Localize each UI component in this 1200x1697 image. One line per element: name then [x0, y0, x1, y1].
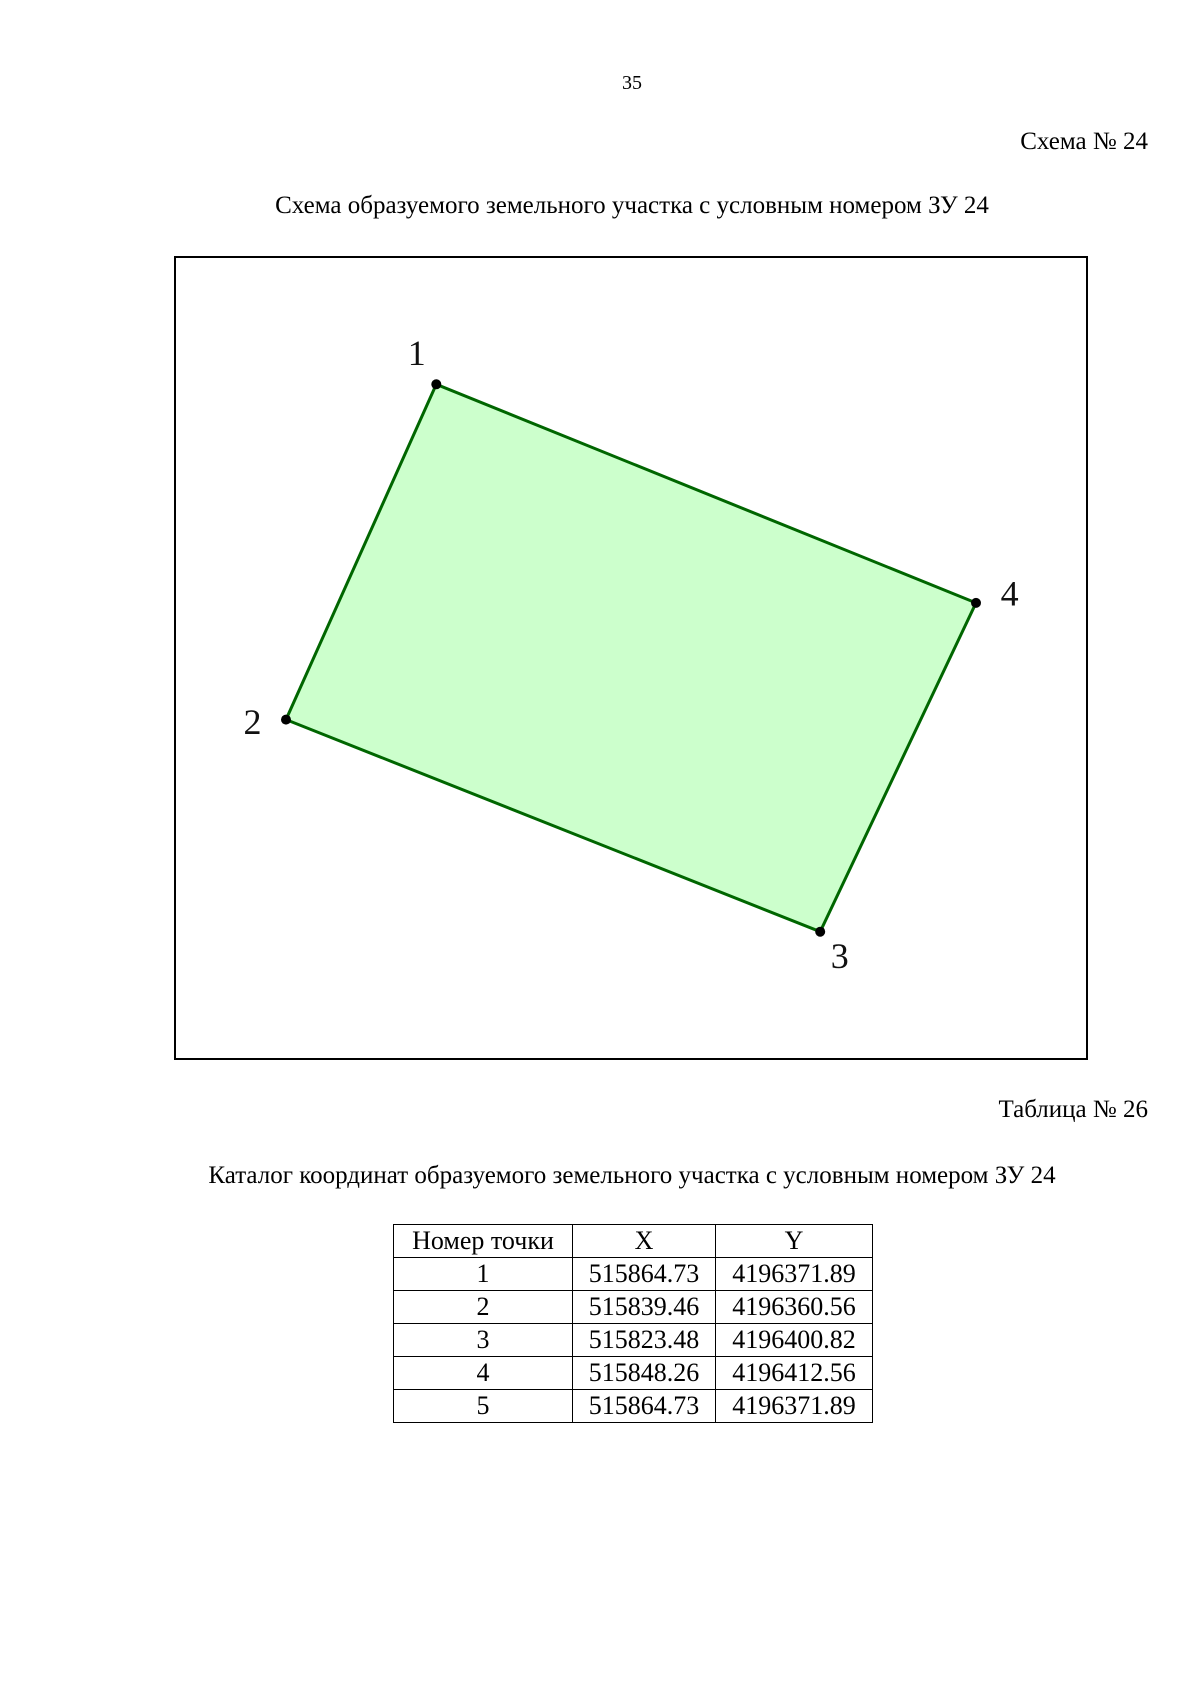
vertex-label-1: 1 — [407, 332, 426, 373]
cell-point-number: 5 — [394, 1390, 573, 1423]
vertex-label-3: 3 — [830, 935, 849, 976]
header-y: Y — [716, 1225, 873, 1258]
vertex-label-2: 2 — [243, 701, 262, 742]
cell-point-number: 1 — [394, 1258, 573, 1291]
cell-x: 515848.26 — [573, 1357, 716, 1390]
table-header-row — [394, 1225, 873, 1258]
vertex-point-4 — [971, 598, 981, 608]
table-label: Таблица № 26 — [998, 1096, 1148, 1123]
cell-point-number: 2 — [394, 1291, 573, 1324]
cell-y: 4196412.56 — [716, 1357, 873, 1390]
scheme-frame — [174, 256, 1088, 1060]
cell-x: 515864.73 — [573, 1390, 716, 1423]
land-plot-polygon — [286, 384, 976, 931]
scheme-label: Схема № 24 — [1020, 128, 1148, 155]
land-plot-scheme — [176, 258, 1086, 1058]
cell-point-number: 3 — [394, 1324, 573, 1357]
coordinates-table — [393, 1224, 873, 1423]
table-row — [394, 1291, 873, 1324]
table-row — [394, 1390, 873, 1423]
cell-y: 4196400.82 — [716, 1324, 873, 1357]
header-x: X — [573, 1225, 716, 1258]
scheme-title: Схема образуемого земельного участка с условным номером ЗУ 24 — [275, 192, 989, 219]
table-row — [394, 1357, 873, 1390]
cell-x: 515864.73 — [573, 1258, 716, 1291]
cell-point-number: 4 — [394, 1357, 573, 1390]
cell-x: 515823.48 — [573, 1324, 716, 1357]
cell-x: 515839.46 — [573, 1291, 716, 1324]
vertex-point-2 — [281, 715, 291, 725]
table-title: Каталог координат образуемого земельного участка с условным номером ЗУ 24 — [208, 1162, 1056, 1189]
table-row — [394, 1258, 873, 1291]
vertex-label-4: 4 — [1000, 573, 1019, 614]
header-point-number: Номер точки — [394, 1225, 573, 1258]
table-row — [394, 1324, 873, 1357]
cell-y: 4196371.89 — [716, 1390, 873, 1423]
vertex-point-1 — [431, 379, 441, 389]
page-number: 35 — [622, 72, 642, 94]
vertex-point-3 — [815, 927, 825, 937]
cell-y: 4196360.56 — [716, 1291, 873, 1324]
cell-y: 4196371.89 — [716, 1258, 873, 1291]
